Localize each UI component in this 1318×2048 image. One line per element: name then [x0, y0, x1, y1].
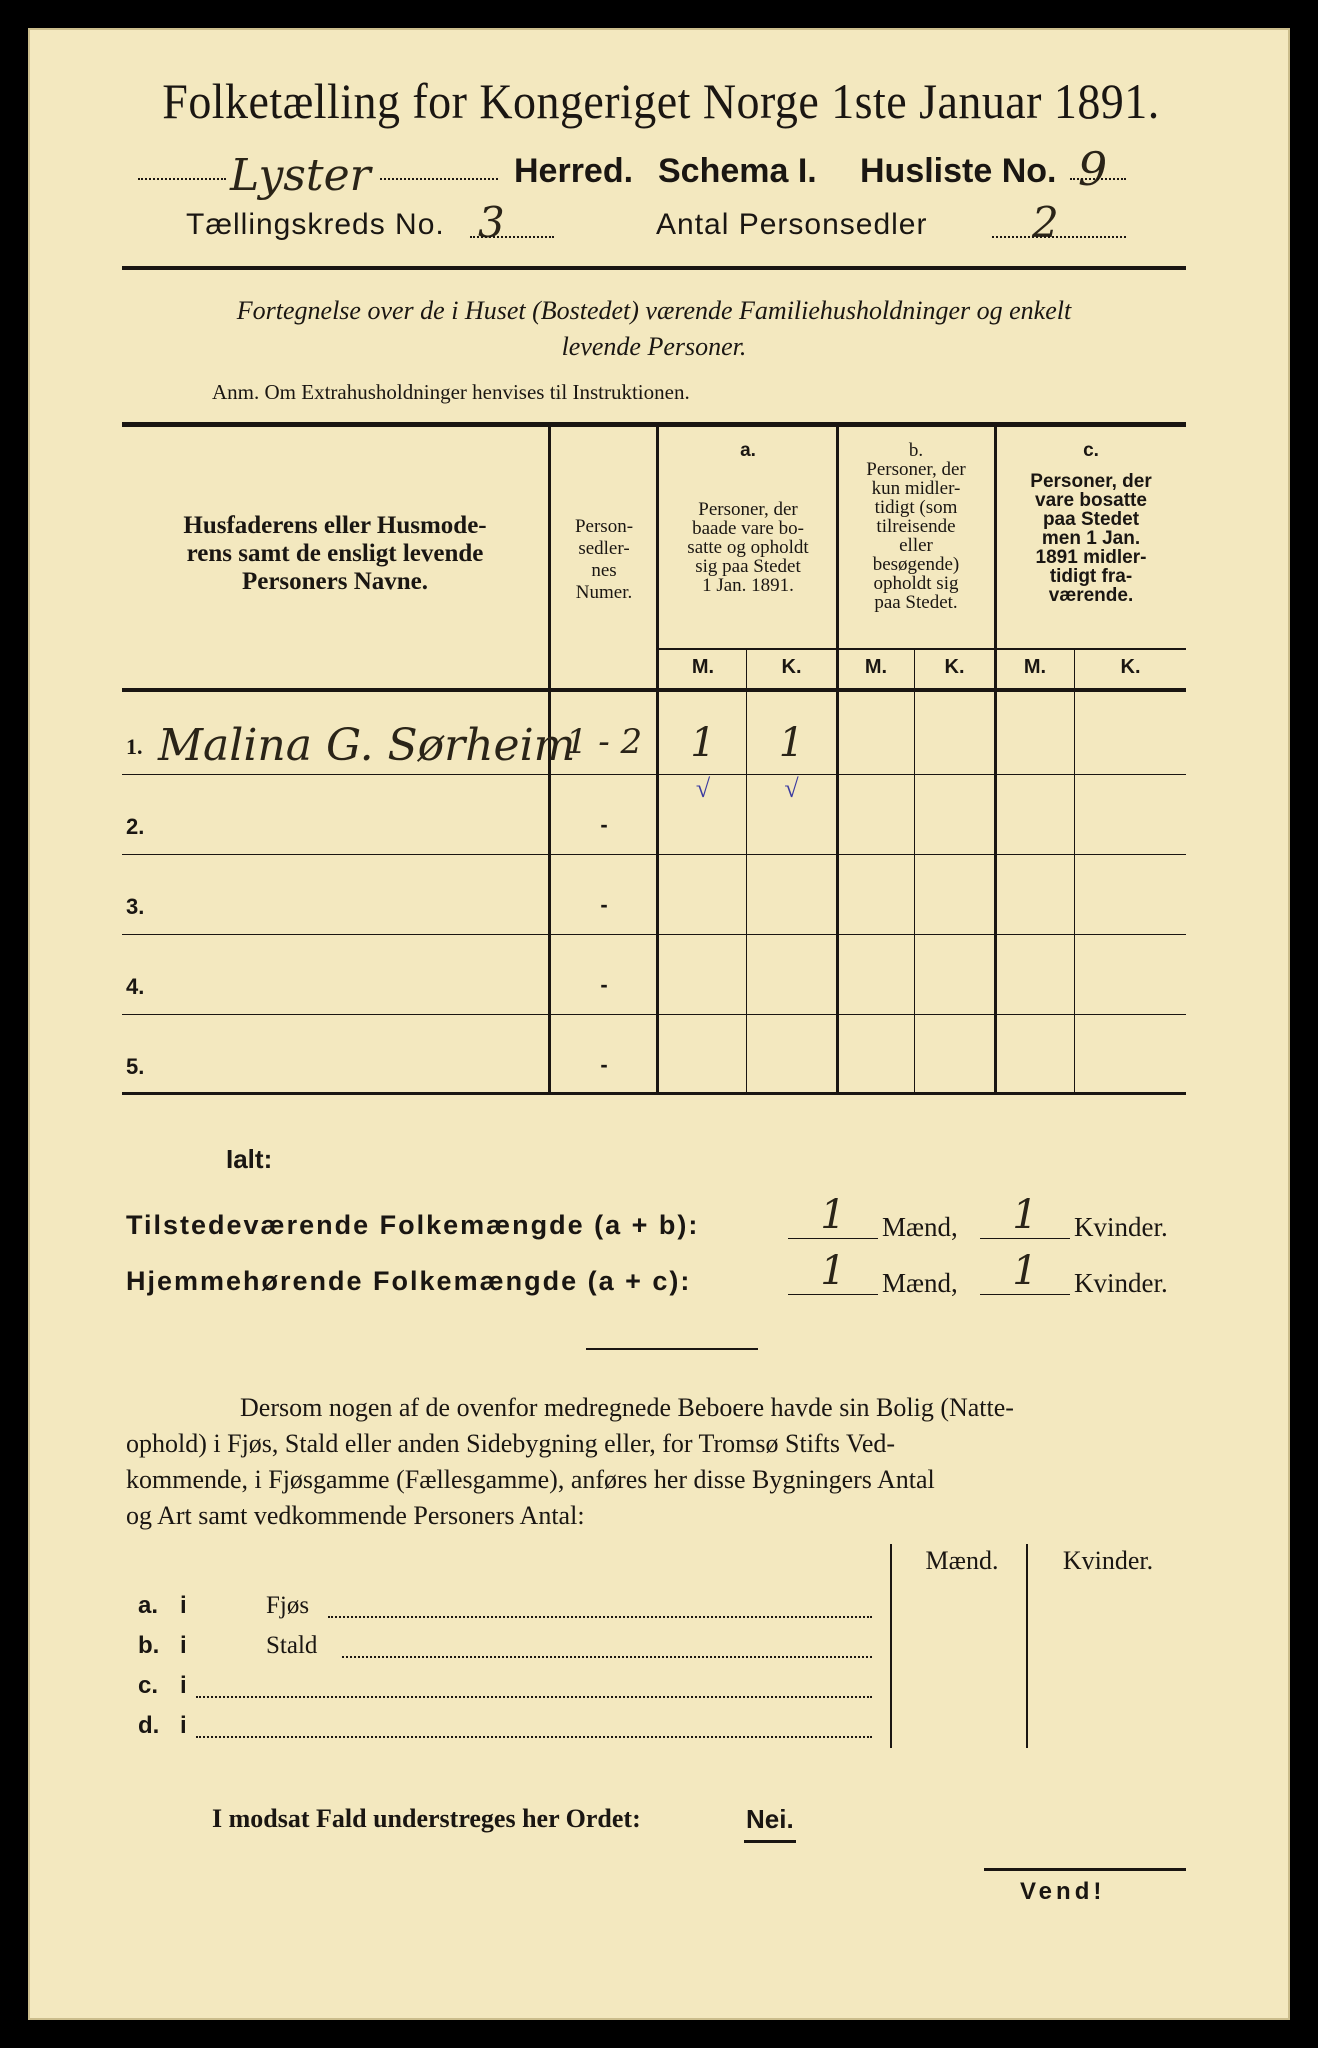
mk-a-k: K.	[781, 656, 802, 678]
row-1-numer: 1 - 2	[565, 722, 643, 762]
row-1-number: 1.	[126, 734, 143, 759]
col-divider-num	[656, 427, 659, 1095]
hjemme-maend: Mænd,	[882, 1268, 958, 1298]
tilstede-maend: Mænd,	[882, 1212, 958, 1242]
mk-b-m: M.	[864, 656, 888, 678]
row-3-numer: -	[600, 892, 608, 917]
row-3-number: 3.	[126, 894, 145, 919]
vend-label: Vend!	[1020, 1878, 1106, 1905]
antal-label: Antal Personsedler	[656, 208, 928, 241]
building-d-letter: d.	[138, 1712, 160, 1739]
tilstede-k-line	[980, 1238, 1070, 1239]
form-title: Folketælling for Kongeriget Norge 1ste Januar 1891.	[162, 73, 1160, 129]
row-rule-3	[122, 934, 1186, 935]
building-c-dots	[196, 1696, 872, 1698]
schema-label: Schema I.	[658, 152, 817, 190]
hjemme-kvinder: Kvinder.	[1074, 1268, 1168, 1298]
col-divider-a-mk	[746, 650, 747, 1095]
col-divider-b-mk	[914, 650, 915, 1095]
hjemme-m-line	[788, 1294, 878, 1295]
col-header-names: Husfaderens eller Husmode- rens samt de ensligt levende Personers Navne.	[183, 512, 487, 595]
row-2-number: 2.	[126, 814, 145, 839]
row-rule-1	[122, 774, 1186, 775]
tilstede-k-value: 1	[1012, 1192, 1038, 1238]
row-1-a-m: 1	[690, 720, 716, 766]
building-b-dots	[342, 1656, 872, 1658]
row-4-numer: -	[600, 972, 608, 997]
building-c-i: i	[180, 1672, 187, 1699]
col-divider-c-mk	[1074, 650, 1075, 1095]
buildings-maend-header: Mænd.	[925, 1546, 999, 1575]
herred-dots-left	[138, 178, 226, 180]
buildings-kvinder-header: Kvinder.	[1062, 1546, 1154, 1575]
hjemme-k-value: 1	[1012, 1248, 1038, 1294]
row-1-check-k: √	[784, 774, 799, 803]
hjemme-m-value: 1	[820, 1248, 846, 1294]
kreds-value: 3	[478, 198, 505, 247]
antal-value: 2	[1032, 198, 1059, 247]
mk-c-k: K.	[1120, 656, 1141, 678]
building-b-letter: b.	[138, 1632, 160, 1659]
tilstede-m-line	[788, 1238, 878, 1239]
mk-a-m: M.	[691, 656, 715, 678]
row-1-a-k: 1	[778, 720, 805, 766]
census-form-page	[28, 28, 1290, 2020]
col-header-numer: Person- sedler- nes Numer.	[574, 516, 634, 603]
buildings-divider-2	[1026, 1544, 1028, 1748]
row-4-number: 4.	[126, 974, 145, 999]
kreds-label: Tællingskreds No.	[186, 208, 445, 241]
col-header-c: Personer, der vare bosatte paa Stedet men 1 Jan. 1891 midler- tidigt fra- værende.	[1030, 471, 1152, 606]
mk-subheader-rule	[658, 648, 1186, 650]
table-bottom-rule	[122, 1092, 1186, 1095]
tilstede-label: Tilstedeværende Folkemængde (a + b):	[126, 1210, 700, 1240]
hjemme-k-line	[980, 1294, 1070, 1295]
vend-rule	[984, 1868, 1186, 1871]
herred-label: Herred.	[514, 152, 634, 190]
col-header-a: Personer, der baade vare bo- satte og opholdt sig paa Stedet 1 Jan. 1891.	[687, 499, 809, 596]
building-a-i: i	[180, 1592, 187, 1619]
row-2-numer: -	[600, 812, 608, 837]
building-b-i: i	[180, 1632, 187, 1659]
anm-note: Anm. Om Extrahusholdninger henvises til Instruktionen.	[212, 380, 690, 404]
intro-line-2: levende Personer.	[561, 332, 747, 361]
ialt-label: Ialt:	[226, 1144, 273, 1174]
row-rule-2	[122, 854, 1186, 855]
building-b-label: Stald	[266, 1632, 318, 1659]
building-a-dots	[328, 1616, 872, 1618]
buildings-divider-1	[890, 1544, 892, 1748]
hjemme-label: Hjemmehørende Folkemængde (a + c):	[126, 1266, 692, 1296]
nei-word: Nei.	[746, 1804, 794, 1834]
table-header-rule	[122, 688, 1186, 692]
tilstede-m-value: 1	[820, 1192, 846, 1238]
herred-value: Lyster	[230, 150, 371, 201]
herred-dots-right	[380, 178, 498, 180]
nei-underline	[744, 1840, 796, 1843]
building-d-dots	[196, 1736, 872, 1738]
col-c-letter: c.	[1083, 440, 1099, 461]
row-1-check-m: √	[695, 774, 711, 803]
row-rule-4	[122, 1014, 1186, 1015]
section-divider	[586, 1348, 758, 1350]
row-1-name: Malina G. Sørheim	[158, 720, 576, 771]
building-c-letter: c.	[138, 1672, 159, 1699]
kreds-dots	[470, 236, 554, 238]
husliste-value: 9	[1078, 142, 1108, 196]
antal-dots	[992, 236, 1126, 238]
col-header-b: Personer, der kun midler- tidigt (som tilreisende eller besøgende) opholdt sig paa Stedet.	[866, 459, 966, 613]
col-b-letter: b.	[908, 440, 924, 461]
building-a-letter: a.	[138, 1592, 159, 1619]
row-5-number: 5.	[126, 1054, 145, 1079]
mk-c-m: M.	[1023, 656, 1047, 678]
building-d-i: i	[180, 1712, 187, 1739]
husliste-dots	[1070, 178, 1126, 180]
table-top-rule	[122, 422, 1186, 427]
header-rule	[122, 266, 1186, 270]
row-5-numer: -	[600, 1052, 608, 1077]
col-a-letter: a.	[740, 440, 756, 461]
intro-line-1: Fortegnelse over de i Huset (Bostedet) værende Familiehusholdninger og enkelt	[236, 296, 1072, 325]
building-a-label: Fjøs	[266, 1592, 310, 1619]
husliste-label: Husliste No.	[860, 152, 1057, 190]
mk-b-k: K.	[944, 656, 965, 678]
nei-instruction: I modsat Fald understreges her Ordet:	[212, 1804, 641, 1833]
sidebygning-paragraph: Dersom nogen af de ovenfor medregnede Beboere havde sin Bolig (Natte- ophold) i Fjøs, Stald eller anden Sidebygning eller, for Tromsø Stifts Ved- kommende, i Fjøsgamme (Fællesgamme), anføres her disse Bygningers Antal og Art samt vedkommende Personers Antal:	[126, 1393, 1014, 1530]
tilstede-kvinder: Kvinder.	[1074, 1212, 1168, 1242]
